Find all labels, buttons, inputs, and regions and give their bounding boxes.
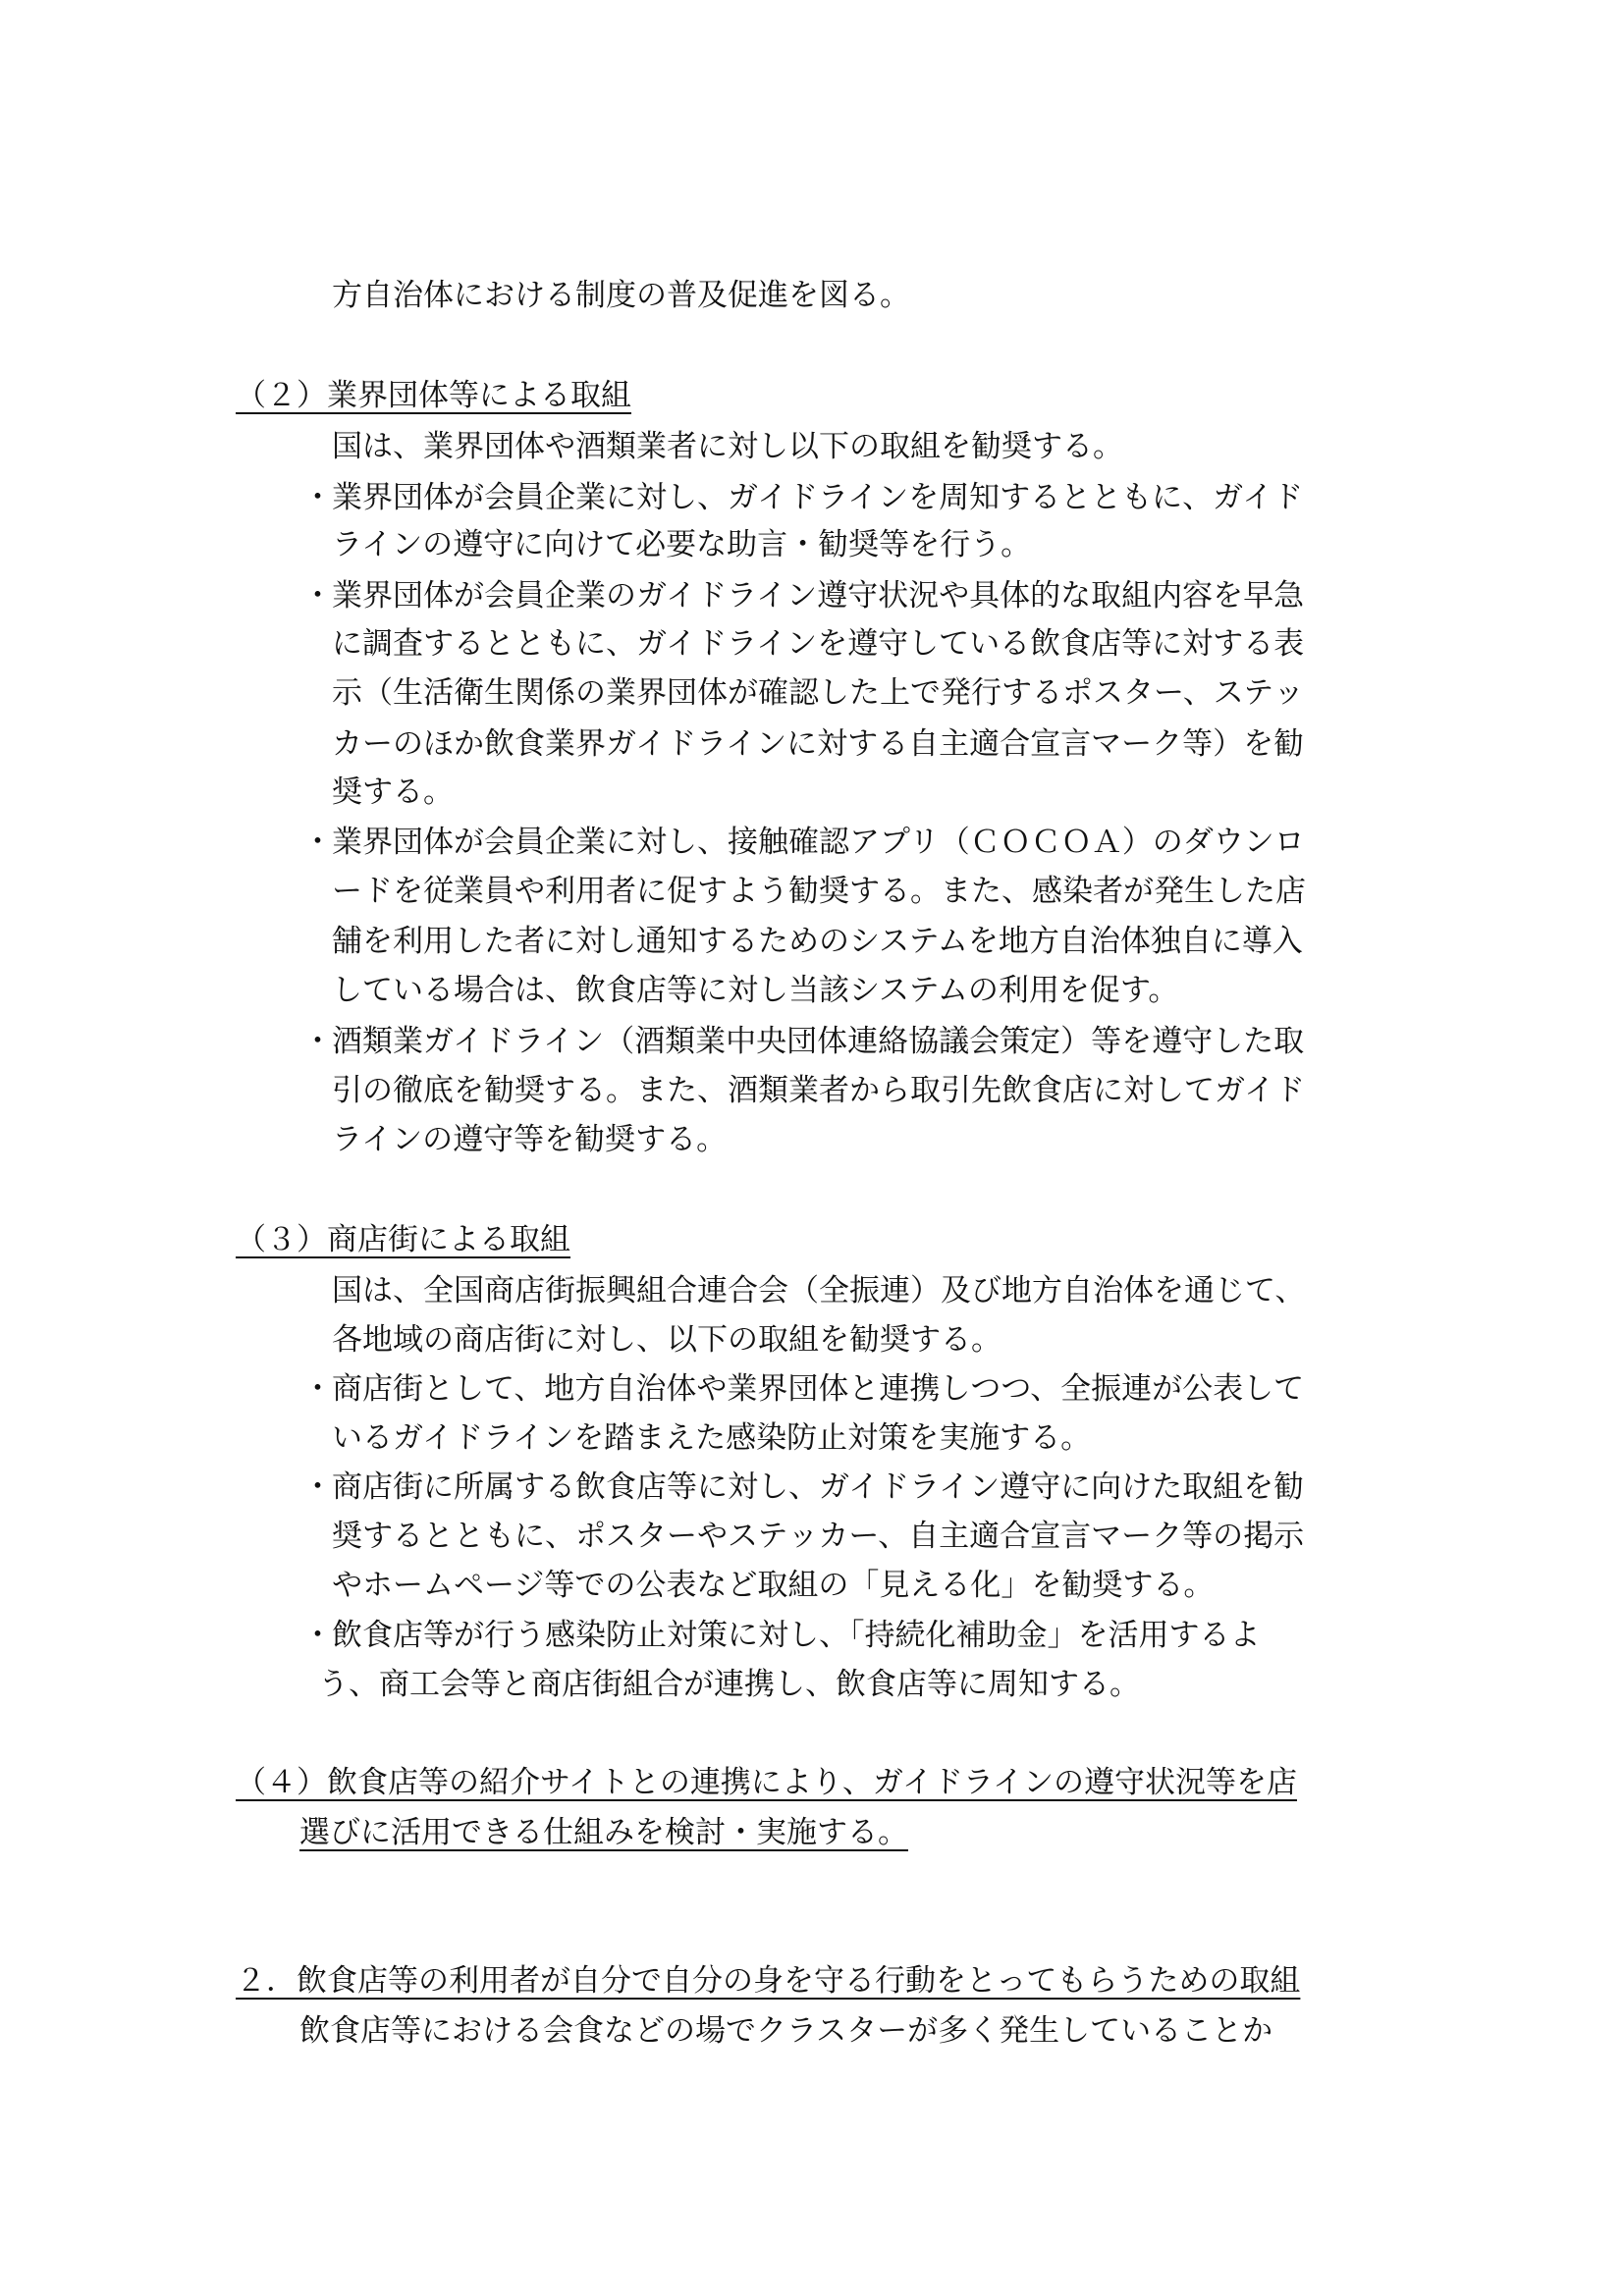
section2-bullet2-line1: 業界団体が会員企業のガイドライン遵守状況や具体的な取組内容を早急 [332, 578, 1305, 614]
section3-lead-line2: 各地域の商店街に対し、以下の取組を勧奨する。 [332, 1322, 1001, 1358]
section3-bullet1-line2: いるガイドラインを踏まえた感染防止対策を実施する。 [332, 1420, 1092, 1456]
section2-lead: 国は、業界団体や酒類業者に対し以下の取組を勧奨する。 [332, 429, 1123, 464]
section2-bullet3-line4: している場合は、飲食店等に対し当該システムの利用を促す。 [332, 973, 1179, 1008]
section2-bullet1-line2: ラインの遵守に向けて必要な助言・勧奨等を行う。 [332, 527, 1032, 562]
section3-heading: （３）商店街による取組 [236, 1222, 570, 1257]
section2-bullet4-line2: 引の徹底を勧奨する。また、酒類業者から取引先飲食店に対してガイド [332, 1073, 1306, 1108]
section2-bullet3-line3: 舗を利用した者に対し通知するためのシステムを地方自治体独自に導入 [332, 924, 1303, 959]
part2-lead: 飲食店等における会食などの場でクラスターが多く発生していることか [299, 2013, 1273, 2049]
section3-lead-line1: 国は、全国商店街振興組合連合会（全振連）及び地方自治体を通じて、 [332, 1273, 1306, 1308]
section3-bullet1-line1: 商店街として、地方自治体や業界団体と連携しつつ、全振連が公表して [332, 1371, 1305, 1407]
section2-bullet4-line1: 酒類業ガイドライン（酒類業中央団体連絡協議会策定）等を遵守した取 [332, 1024, 1305, 1059]
bullet-mark: ・ [302, 480, 333, 515]
section2-heading: （２）業界団体等による取組 [236, 378, 631, 413]
section2-bullet2-line4: カーのほか飲食業界ガイドラインに対する自主適合宣言マーク等）を勧 [332, 726, 1305, 762]
section3-bullet2-line1: 商店街に所属する飲食店等に対し、ガイドライン遵守に向けた取組を勧 [332, 1469, 1305, 1505]
section2-bullet3-line2: ードを従業員や利用者に促すよう勧奨する。また、感染者が発生した店 [332, 874, 1306, 909]
section2-bullet2-line3: 示（生活衛生関係の業界団体が確認した上で発行するポスター、ステッ [332, 675, 1305, 711]
section2-bullet2-line2: に調査するとともに、ガイドラインを遵守している飲食店等に対する表 [332, 626, 1305, 662]
section2-bullet1-line1: 業界団体が会員企業に対し、ガイドラインを周知するとともに、ガイド [332, 480, 1304, 515]
section2-bullet3-line1: 業界団体が会員企業に対し、接触確認アプリ（ＣＯＣＯＡ）のダウンロ [332, 825, 1305, 860]
section2-bullet4-line3: ラインの遵守等を勧奨する。 [332, 1122, 728, 1157]
section3-bullet3-line1: 飲食店等が行う感染防止対策に対し、「持続化補助金」を活用するよ [332, 1618, 1261, 1653]
bullet-mark: ・ [302, 1469, 333, 1505]
section3-bullet2-line2: 奨するとともに、ポスターやステッカー、自主適合宣言マーク等の掲示 [332, 1519, 1305, 1554]
part2-heading: ２．飲食店等の利用者が自分で自分の身を守る行動をとってもらうための取組 [236, 1963, 1301, 1999]
bullet-mark: ・ [302, 1371, 333, 1407]
intro-continuation-text: 方自治体における制度の普及促進を図る。 [332, 278, 910, 313]
bullet-mark: ・ [302, 1024, 333, 1059]
section4-heading-line1: （４）飲食店等の紹介サイトとの連携により、ガイドラインの遵守状況等を店 [236, 1765, 1297, 1800]
section3-bullet2-line3: やホームページ等での公表など取組の「見える化」を勧奨する。 [332, 1568, 1215, 1603]
bullet-mark: ・ [302, 825, 333, 860]
section3-bullet3-line2: う、商工会等と商店街組合が連携し、飲食店等に周知する。 [318, 1667, 1140, 1702]
bullet-mark: ・ [302, 1618, 333, 1653]
bullet-mark: ・ [302, 578, 333, 614]
section4-heading-line2: 選びに活用できる仕組みを検討・実施する。 [299, 1815, 908, 1850]
section2-bullet2-line5: 奨する。 [332, 774, 454, 810]
